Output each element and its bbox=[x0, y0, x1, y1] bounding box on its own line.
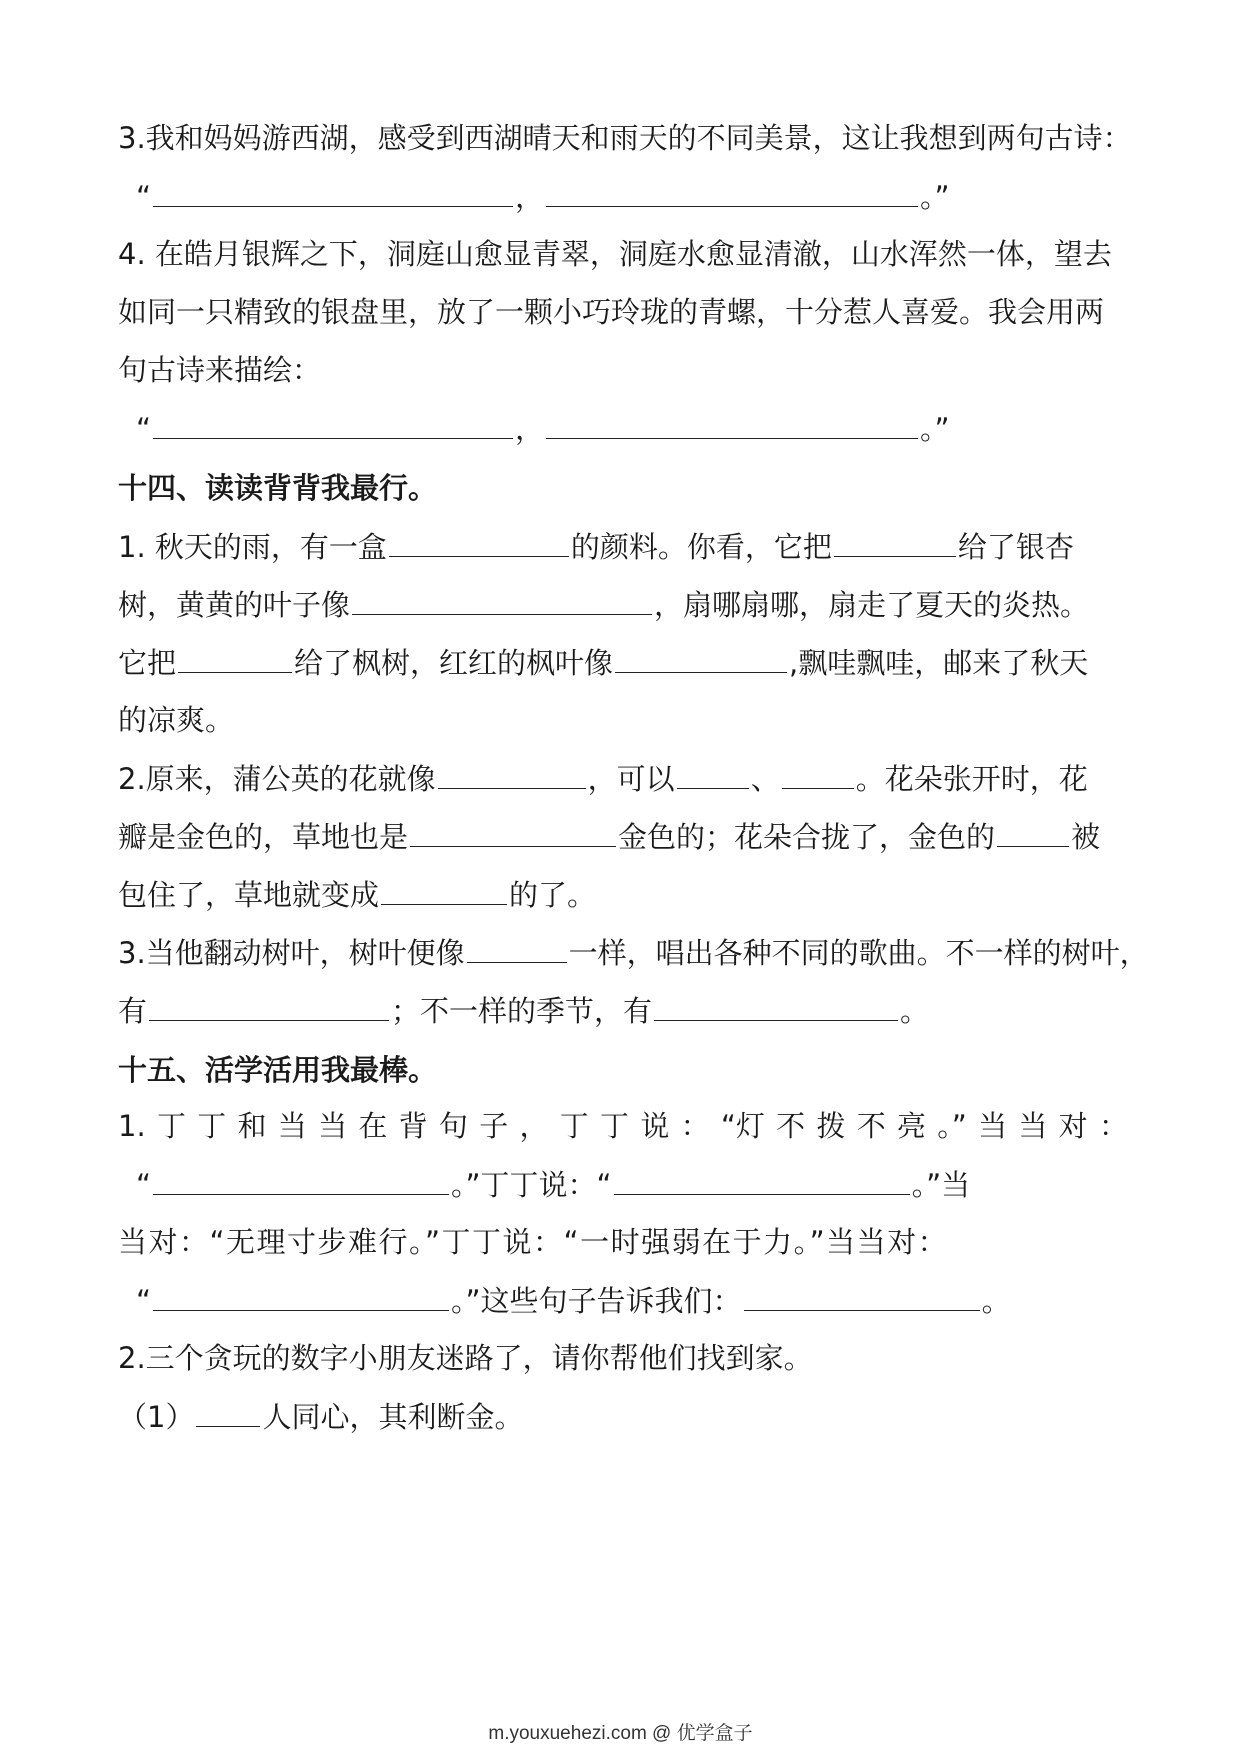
blank[interactable] bbox=[153, 1164, 449, 1195]
blank[interactable] bbox=[410, 816, 616, 847]
q13-item4-answer-line: “ ， 。” bbox=[136, 408, 1146, 449]
blank[interactable] bbox=[997, 816, 1069, 847]
s14-item2-line3: 包住了，草地就变成 的了。 bbox=[118, 874, 1128, 915]
s14-item3-line2: 有 ；不一样的季节，有 。 bbox=[118, 990, 1128, 1031]
blank[interactable] bbox=[677, 758, 749, 789]
blank[interactable] bbox=[438, 758, 586, 789]
s15-item1-line4: “ 。”这些句子告诉我们： 。 bbox=[136, 1280, 1146, 1321]
blank[interactable] bbox=[615, 642, 787, 673]
blank[interactable] bbox=[381, 874, 507, 905]
blank[interactable] bbox=[654, 990, 898, 1021]
s14-item3-line1: 3.当他翻动树叶，树叶便像 一样，唱出各种不同的歌曲。不一样的树叶， bbox=[118, 932, 1128, 973]
s15-item2-sub1: （1） 人同心，其利断金。 bbox=[118, 1396, 1128, 1437]
q13-item4-line1: 4. 在皓月银辉之下，洞庭山愈显青翠，洞庭水愈显清澈，山水浑然一体，望去 bbox=[118, 237, 1112, 271]
blank[interactable] bbox=[467, 932, 567, 963]
section14-title: 十四、读读背背我最行。 bbox=[118, 471, 438, 505]
blank[interactable] bbox=[834, 526, 956, 557]
s15-item1-line2: “ 。”丁丁说：“ 。”当 bbox=[136, 1164, 1146, 1205]
blank[interactable] bbox=[352, 584, 652, 615]
blank[interactable] bbox=[614, 1164, 910, 1195]
s14-item2-line2: 瓣是金色的，草地也是 金色的；花朵合拢了，金色的 被 bbox=[118, 816, 1128, 857]
s15-item2-text: 2.三个贪玩的数字小朋友迷路了，请你帮他们找到家。 bbox=[118, 1341, 813, 1375]
s14-item1-line3: 它把 给了枫树，红红的枫叶像 ,飘哇飘哇，邮来了秋天 bbox=[118, 642, 1128, 683]
s14-item1-line1: 1. 秋天的雨，有一盒 的颜料。你看，它把 给了银杏 bbox=[118, 526, 1128, 567]
blank[interactable] bbox=[153, 176, 513, 207]
blank[interactable] bbox=[546, 408, 918, 439]
blank[interactable] bbox=[196, 1396, 260, 1427]
q13-item4-line3: 句古诗来描绘： bbox=[118, 353, 322, 387]
s15-item1-line3: 当对：“无理寸步难行。”丁丁说：“一时强弱在于力。”当当对： bbox=[118, 1225, 949, 1259]
section15-title: 十五、活学活用我最棒。 bbox=[118, 1053, 438, 1087]
blank[interactable] bbox=[782, 758, 854, 789]
q13-item4-line2: 如同一只精致的银盘里，放了一颗小巧玲珑的青螺，十分惹人喜爱。我会用两 bbox=[118, 295, 1105, 329]
s14-item2-line1: 2.原来，蒲公英的花就像 ，可以 、 。花朵张开时，花 bbox=[118, 758, 1128, 799]
q13-item3-text: 3.我和妈妈游西湖，感受到西湖晴天和雨天的不同美景，这让我想到两句古诗： bbox=[118, 121, 1132, 155]
s15-item1-line1: 1. 丁 丁 和 当 当 在 背 句 子 ， 丁 丁 说 ： “灯 不 拨 不 亮 。” 当 当 对 ： bbox=[118, 1109, 1128, 1143]
s14-item1-line2: 树，黄黄的叶子像 ，扇哪扇哪，扇走了夏天的炎热。 bbox=[118, 584, 1128, 625]
blank[interactable] bbox=[153, 408, 513, 439]
blank[interactable] bbox=[546, 176, 918, 207]
blank[interactable] bbox=[389, 526, 569, 557]
s14-item1-line4: 的凉爽。 bbox=[118, 703, 235, 737]
blank[interactable] bbox=[153, 1280, 449, 1311]
blank[interactable] bbox=[178, 642, 292, 673]
blank[interactable] bbox=[149, 990, 389, 1021]
q13-item3-answer-line: “ ， 。” bbox=[136, 176, 1146, 217]
blank[interactable] bbox=[744, 1280, 980, 1311]
footer-watermark: m.youxuehezi.com @ 优学盒子 bbox=[488, 1723, 753, 1744]
